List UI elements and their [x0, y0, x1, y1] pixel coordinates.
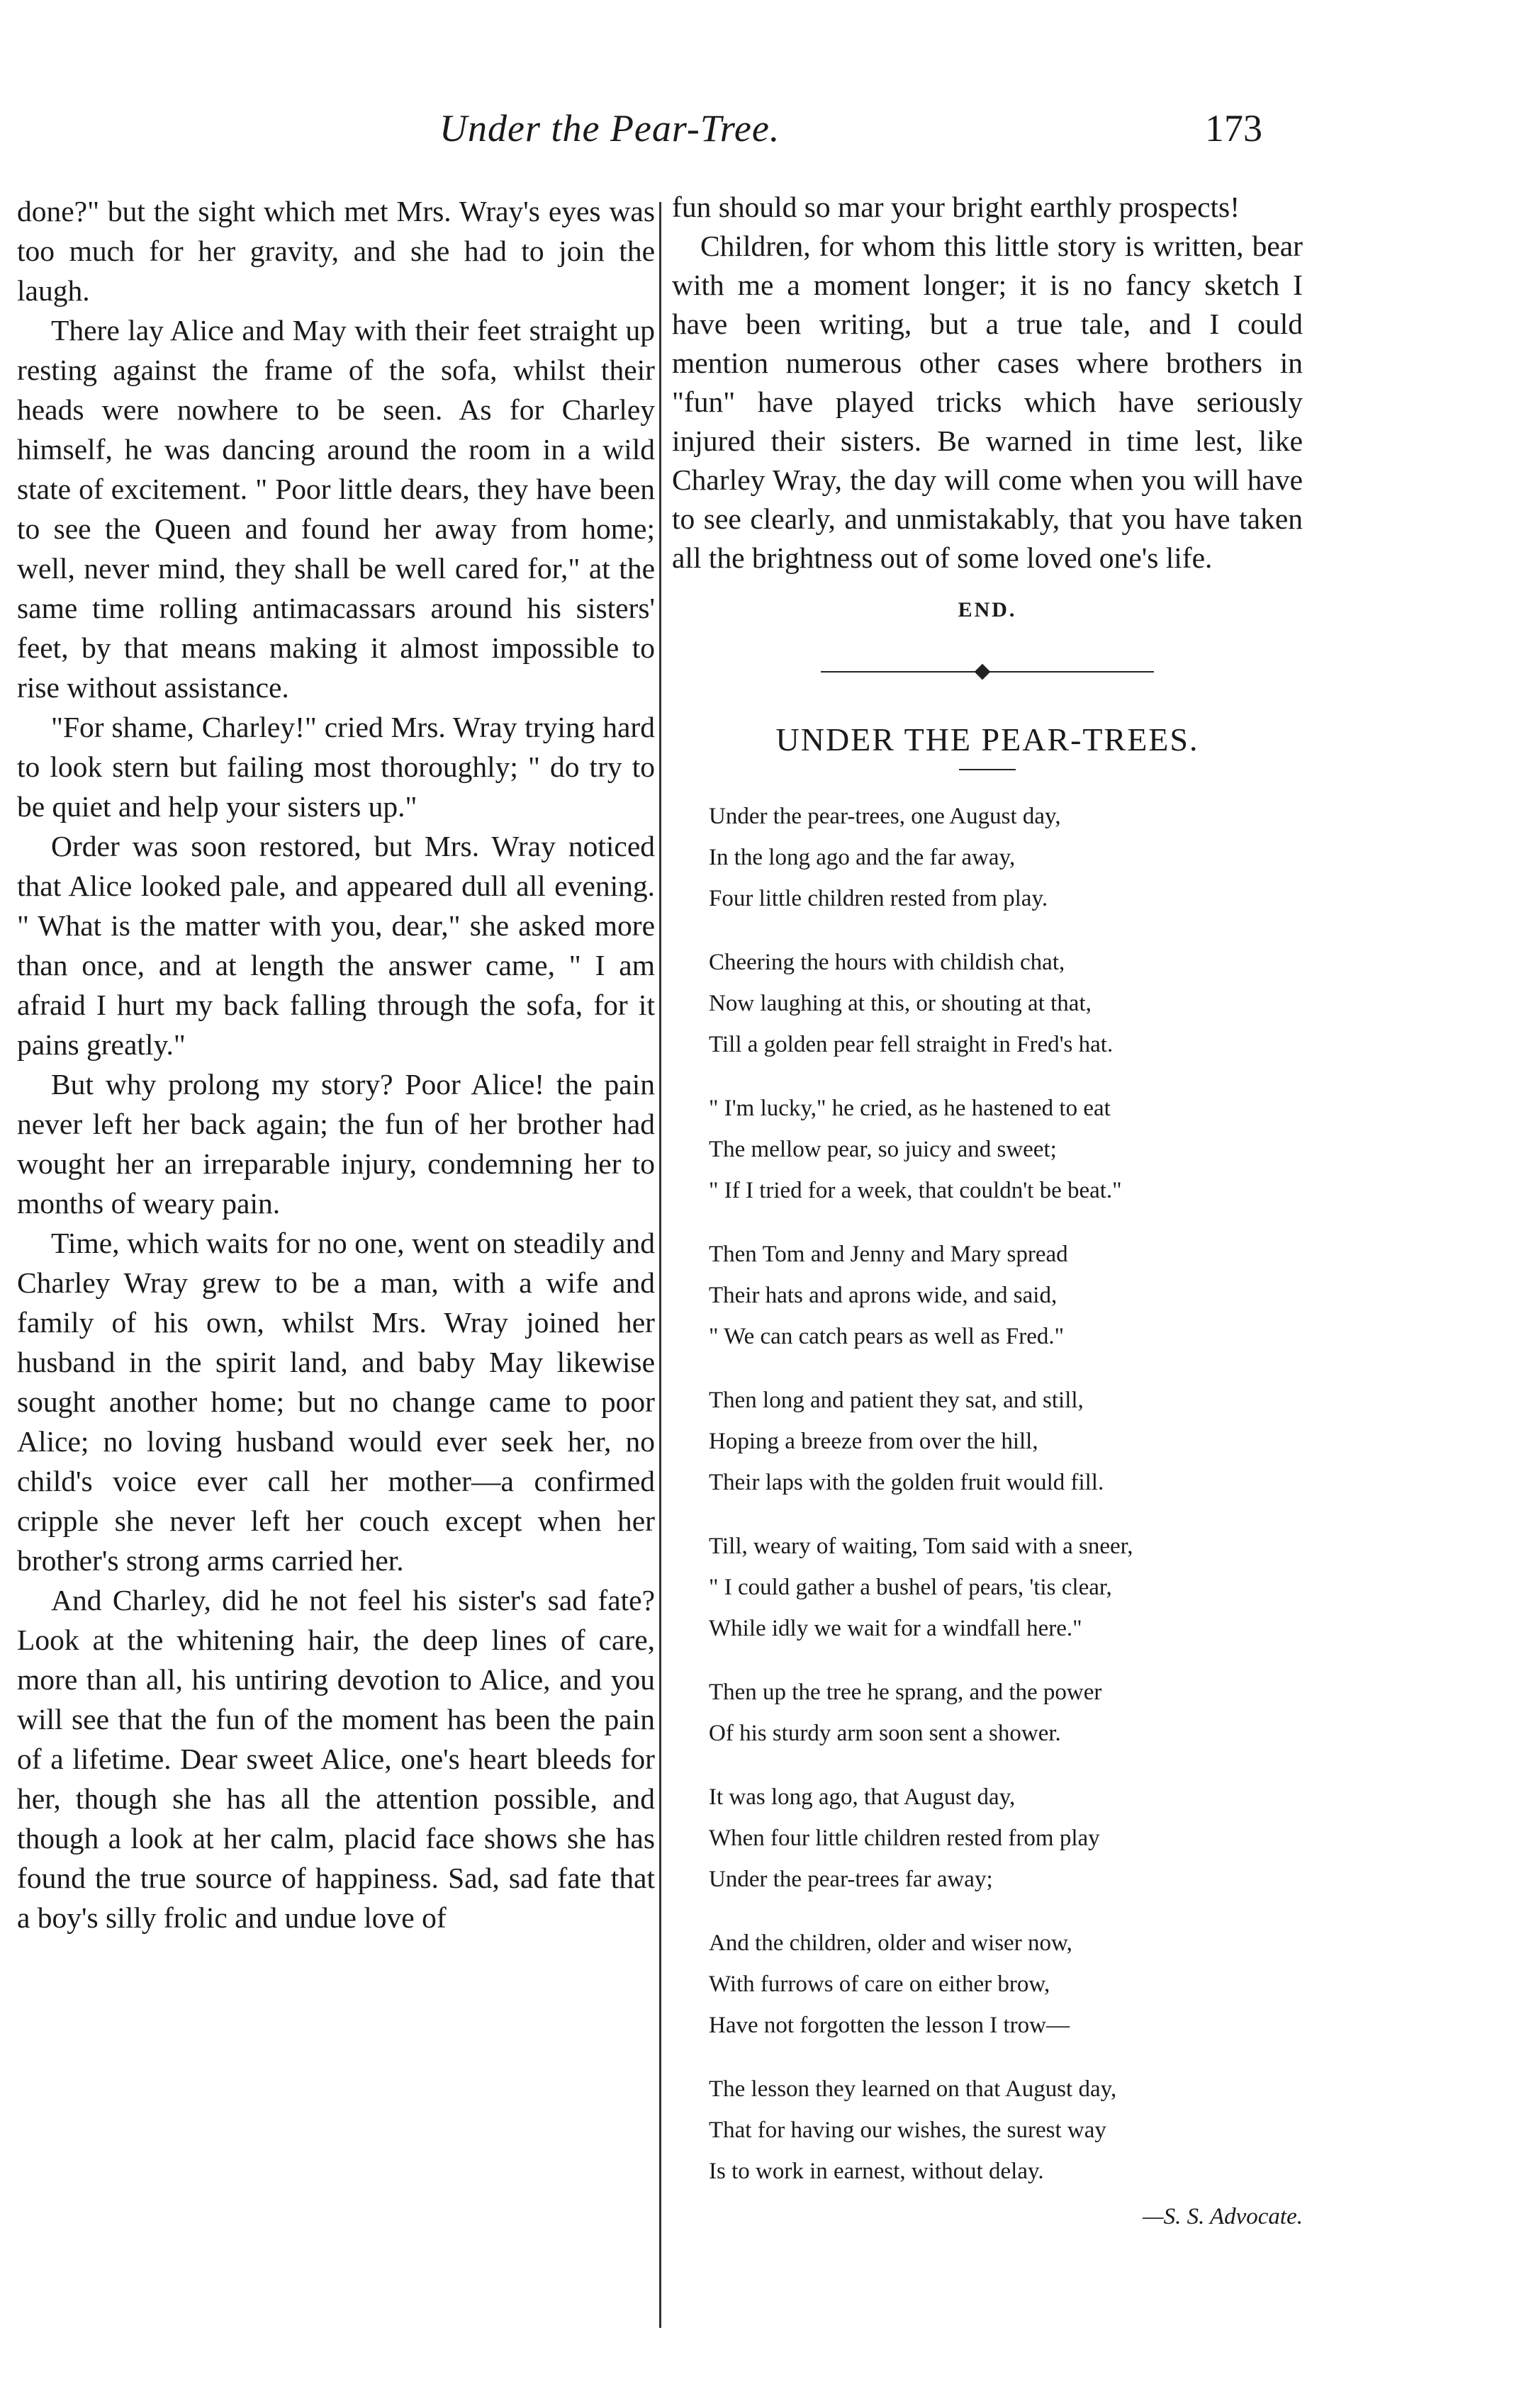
right-column: [672, 188, 1303, 2237]
paragraph: fun should so mar your bright earthly prospects!: [672, 191, 1240, 223]
paragraph: "For shame, Charley!" cried Mrs. Wray trying hard to look stern but failing most thoroughly; " do try to be quiet and help your sisters up.": [17, 711, 655, 823]
page-number: 173: [1205, 107, 1262, 150]
stanza: [709, 942, 1303, 1065]
poem-line: " I'm lucky," he cried, as he hastened to eat: [709, 1096, 1111, 1121]
poem-line: Under the pear-trees far away;: [709, 1867, 993, 1892]
left-column: [17, 191, 655, 1937]
poem-line: Their laps with the golden fruit would fill.: [709, 1470, 1104, 1495]
page-header: [0, 106, 1531, 170]
poem-line: While idly we wait for a windfall here.": [709, 1616, 1082, 1641]
stanza: [709, 1526, 1303, 1649]
stanza: [709, 1234, 1303, 1357]
running-title: Under the Pear-Tree.: [439, 107, 780, 150]
poem-line: Till a golden pear fell straight in Fred's hat.: [709, 1032, 1114, 1057]
diamond-ornament-icon: [975, 664, 991, 680]
poem-line: Four little children rested from play.: [709, 886, 1048, 911]
poem-line: It was long ago, that August day,: [709, 1784, 1016, 1810]
stanza: [709, 1672, 1303, 1754]
poem-line: Have not forgotten the lesson I trow—: [709, 2013, 1070, 2038]
poem-line: Is to work in earnest, without delay.: [709, 2159, 1044, 2184]
paragraph: Order was soon restored, but Mrs. Wray noticed that Alice looked pale, and appeared dull all evening. " What is the matter with you, dear," she asked more than once, and at length the answer came, " I am afraid I hurt my back falling through the sofa, for it pains greatly.": [17, 830, 655, 1061]
paragraph: Time, which waits for no one, went on steadily and Charley Wray grew to be a man, with a wife and family of his own, whilst Mrs. Wray joined her husband in the spirit land, and baby May likewise sought another home; but no change came to poor Alice; no loving husband would ever seek her, no child's voice ever call her mother—a confirmed cripple she never left her couch except when her brother's strong arms carried her.: [17, 1227, 655, 1577]
poem-line: Then up the tree he sprang, and the power: [709, 1680, 1102, 1705]
stanza: [709, 796, 1303, 919]
title-underline: [959, 769, 1016, 770]
paragraph: But why prolong my story? Poor Alice! the pain never left her back again; the fun of her brother had wought her an irreparable injury, condemning her to months of weary pain.: [17, 1068, 655, 1220]
ornamental-divider: [821, 665, 1154, 679]
poem-attribution: —S. S. Advocate.: [1143, 2204, 1303, 2229]
poem-line: With furrows of care on either brow,: [709, 1971, 1050, 1997]
poem-line: Of his sturdy arm soon sent a shower.: [709, 1721, 1061, 1746]
poem-line: " I could gather a bushel of pears, 'tis clear,: [709, 1575, 1112, 1600]
poem-line: When four little children rested from play: [709, 1825, 1100, 1851]
poem-line: " We can catch pears as well as Fred.": [709, 1324, 1065, 1349]
poem-line: Then Tom and Jenny and Mary spread: [709, 1242, 1068, 1267]
poem-line: The mellow pear, so juicy and sweet;: [709, 1137, 1057, 1162]
poem-line: That for having our wishes, the surest way: [709, 2117, 1106, 2143]
poem-line: Cheering the hours with childish chat,: [709, 950, 1065, 975]
stanza: [709, 1380, 1303, 1503]
poem-line: Now laughing at this, or shouting at that,: [709, 991, 1092, 1016]
poem-title: UNDER THE PEAR-TREES.: [775, 721, 1199, 758]
poem: [672, 796, 1303, 2237]
poem-line: Their hats and aprons wide, and said,: [709, 1283, 1058, 1308]
poem-line: In the long ago and the far away,: [709, 845, 1016, 870]
end-mark: END.: [958, 598, 1017, 621]
column-divider: [659, 202, 661, 2328]
paragraph: done?" but the sight which met Mrs. Wray's eyes was too much for her gravity, and she had to join the laugh.: [17, 195, 655, 307]
stanza: [709, 1923, 1303, 2046]
stanza: [709, 1777, 1303, 1900]
paragraph: Children, for whom this little story is written, bear with me a moment longer; it is no fancy sketch I have been writing, but a true tale, and I could mention numerous other cases where brothers in "fun" have played tricks which have seriously injured their sisters. Be warned in time lest, like Charley Wray, the day will come when you will have to see clearly, and unmistakably, that you have taken all the brightness out of some loved one's life.: [672, 230, 1303, 574]
paragraph: There lay Alice and May with their feet straight up resting against the frame of the sofa, whilst their heads were nowhere to be seen. As for Charley himself, he was dancing around the room in a wild state of excitement. " Poor little dears, they have been to see the Queen and found her away from home; well, never mind, they shall be well cared for," at the same time rolling antimacassars around his sisters' feet, by that means making it almost impossible to rise without assistance.: [17, 314, 655, 704]
poem-line: " If I tried for a week, that couldn't be beat.": [709, 1178, 1122, 1203]
poem-line: The lesson they learned on that August day,: [709, 2076, 1117, 2102]
poem-line: Then long and patient they sat, and still,: [709, 1388, 1084, 1413]
poem-line: And the children, older and wiser now,: [709, 1930, 1072, 1956]
paragraph: And Charley, did he not feel his sister's sad fate? Look at the whitening hair, the deep lines of care, more than all, his untiring devotion to Alice, and you will see that the fun of the moment has been the pain of a lifetime. Dear sweet Alice, one's heart bleeds for her, though she has all the attention possible, and though a look at her calm, placid face shows she has found the true source of happiness. Sad, sad fate that a boy's silly frolic and undue love of: [17, 1584, 655, 1934]
stanza: [709, 1088, 1303, 1211]
poem-line: Hoping a breeze from over the hill,: [709, 1429, 1038, 1454]
poem-line: Till, weary of waiting, Tom said with a sneer,: [709, 1534, 1133, 1559]
stanza: [709, 2069, 1303, 2192]
poem-line: Under the pear-trees, one August day,: [709, 804, 1061, 829]
